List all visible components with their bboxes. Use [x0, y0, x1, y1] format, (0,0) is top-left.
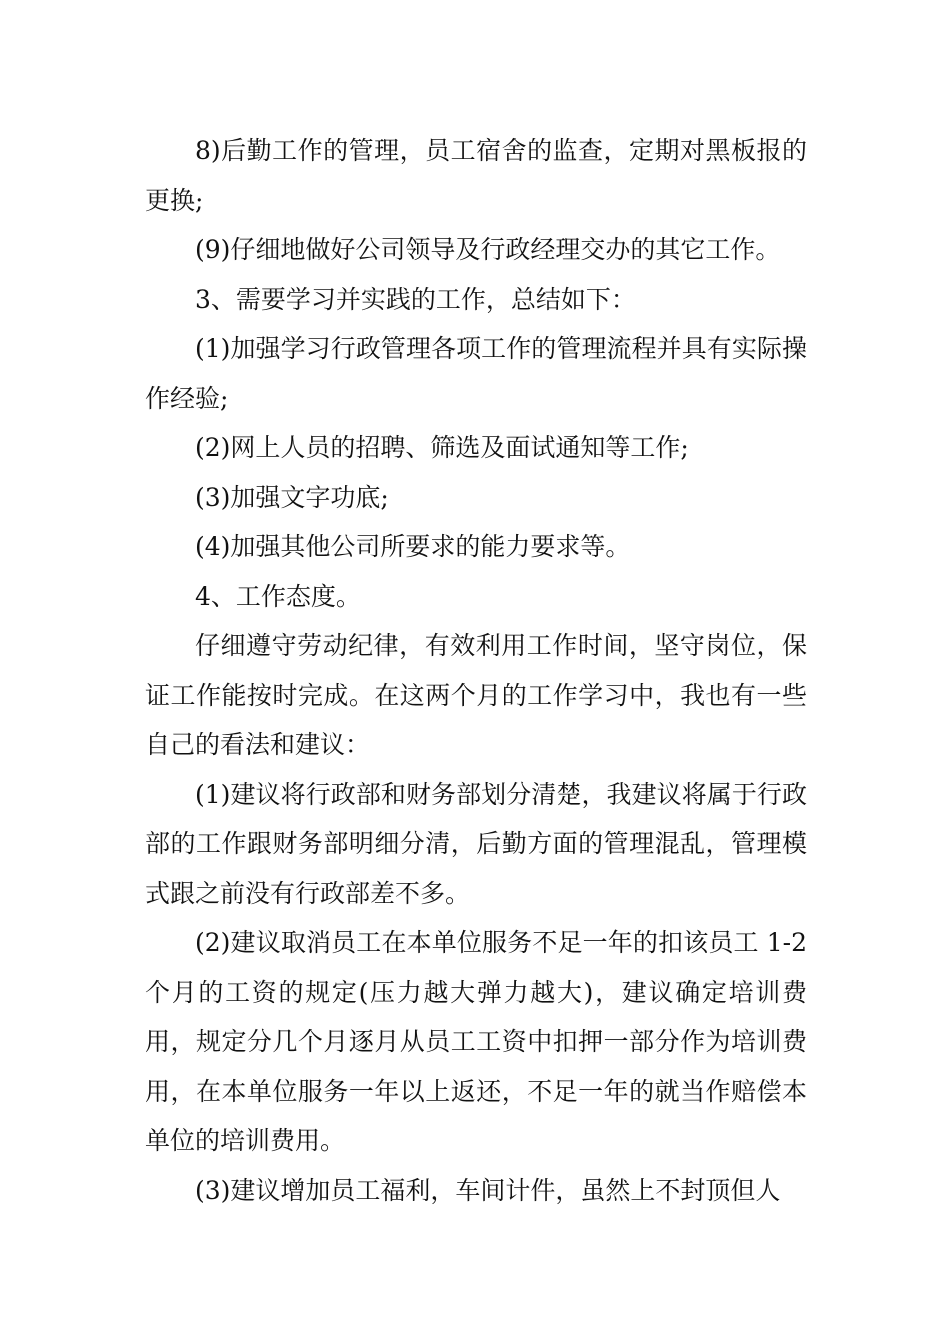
paragraph-online-recruiting: (2)网上人员的招聘、筛选及面试通知等工作; [195, 433, 689, 462]
paragraph-learn-admin-process: (1)加强学习行政管理各项工作的管理流程并具有实际操作经验; [145, 334, 807, 413]
paragraph-attitude-summary: 仔细遵守劳动纪律，有效利用工作时间，坚守岗位，保证工作能按时完成。在这两个月的工作学习中，我也有一些自己的看法和建议： [145, 631, 807, 759]
heading-work-to-learn: 3、需要学习并实践的工作，总结如下： [195, 284, 636, 314]
document-body [145, 126, 807, 1215]
paragraph-writing-skills: (3)加强文字功底; [195, 482, 389, 512]
paragraph-other-assigned-work: (9)仔细地做好公司领导及行政经理交办的其它工作。 [195, 235, 781, 264]
paragraph-logistics-management: 8)后勤工作的管理，员工宿舍的监查，定期对黑板报的更换; [145, 136, 807, 215]
paragraph-other-abilities: (4)加强其他公司所要求的能力要求等。 [195, 532, 631, 561]
heading-work-attitude: 4、工作态度。 [195, 581, 361, 611]
paragraph-suggestion-3: (3)建议增加员工福利，车间计件，虽然上不封顶但人 [195, 1175, 781, 1205]
paragraph-suggestion-1: (1)建议将行政部和财务部划分清楚，我建议将属于行政部的工作跟财务部明细分清，后勤方面的管理混乱，管理模式跟之前没有行政部差不多。 [145, 779, 807, 908]
paragraph-suggestion-2: (2)建议取消员工在本单位服务不足一年的扣该员工 1-2 个月的工资的规定(压力越大弹力越大)，建议确定培训费用，规定分几个月逐月从员工工资中扣押一部分作为培训费用，在本单位服务一年以上返还，不足一年的就当作赔偿本单位的培训费用。 [145, 928, 807, 1155]
